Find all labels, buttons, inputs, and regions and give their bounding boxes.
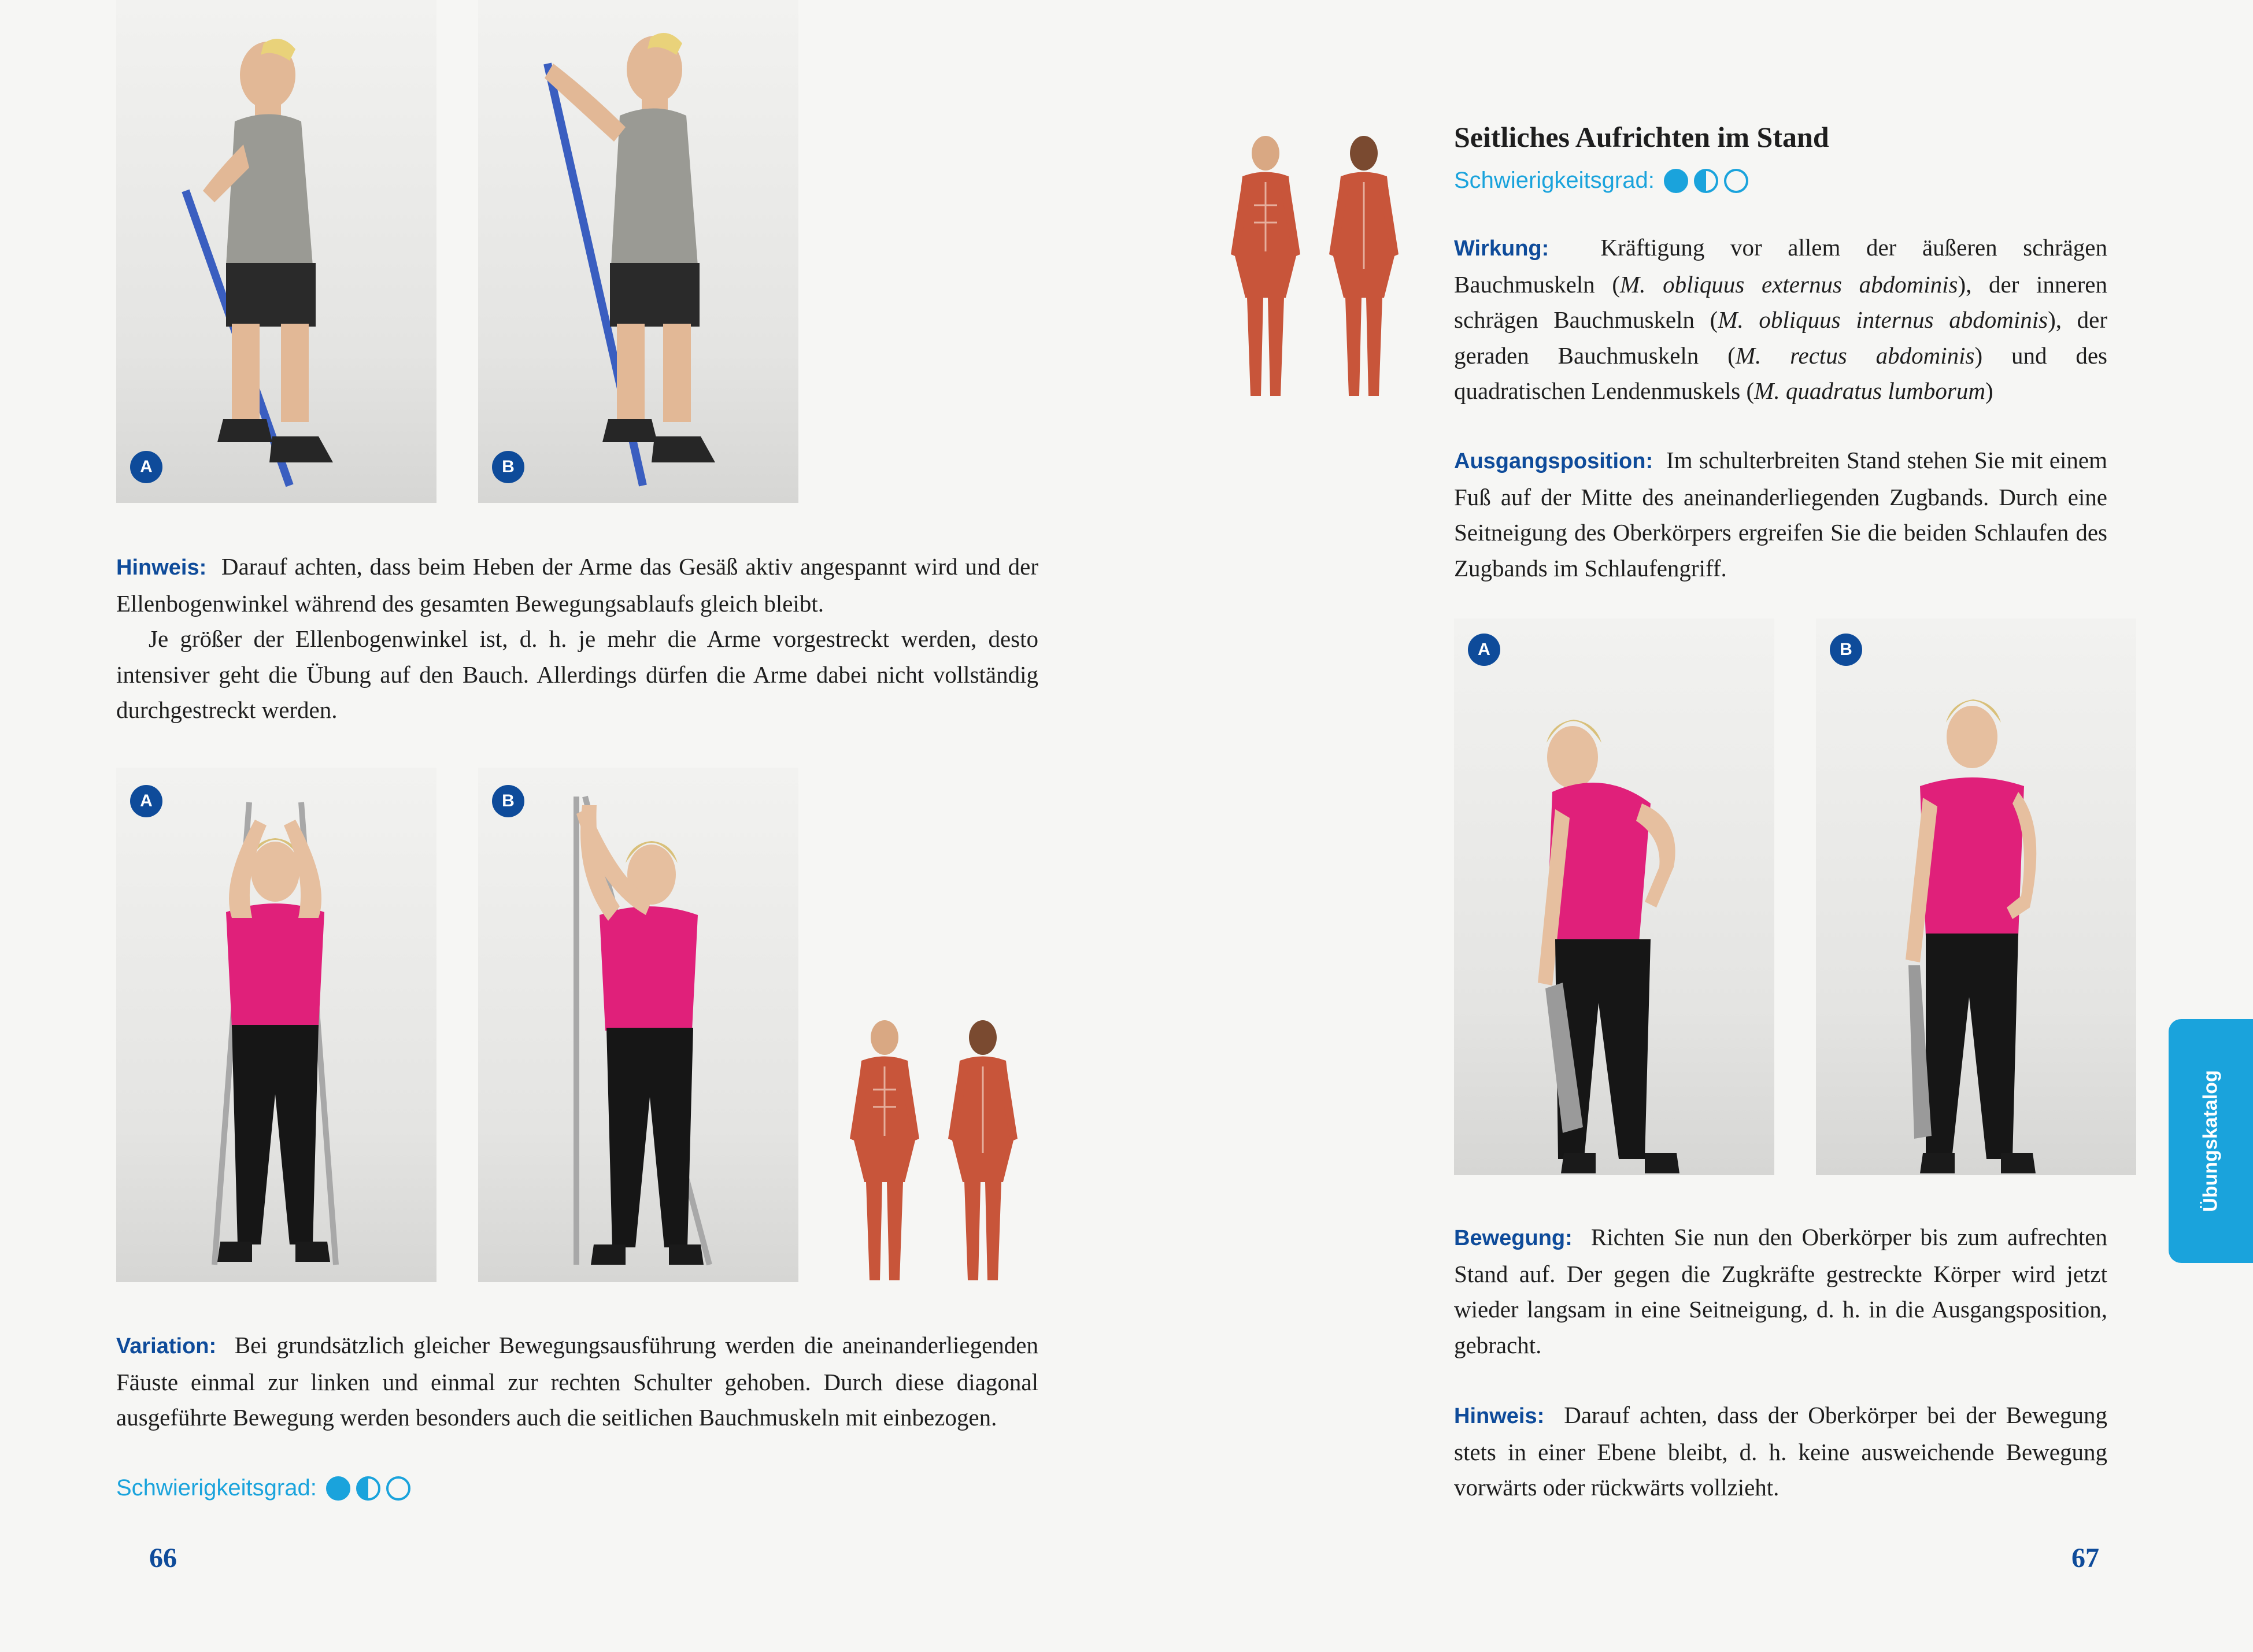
badge-a: A (130, 785, 162, 817)
difficulty-full-circle-icon (326, 1476, 350, 1501)
section-side-tab[interactable] (2169, 1019, 2253, 1263)
muscle-anatomy-illustration (827, 1014, 1046, 1286)
badge-a: A (1468, 634, 1500, 666)
hinweis-text: Darauf achten, dass der Oberkörper bei der Bewegung stets in einer Ebene bleibt, d. h. keine ausweichende Bewegung vorwärts oder rückwärts vollzieht. (1454, 1402, 2107, 1501)
variation-block (116, 1328, 1038, 1436)
difficulty-half-circle-icon (356, 1476, 380, 1501)
badge-a: A (130, 451, 162, 483)
variation-text: Bei grundsätzlich gleicher Bewegungsausführung werden die aneinanderliegenden Fäuste einmal zur linken und einmal zur rechten Schulter gehoben. Durch diese diagonal ausgeführte Bewegung werden besonders auch die seitlichen Bauchmuskeln mit einbezogen. (116, 1332, 1038, 1431)
ausgangsposition-label: Ausgangsposition: (1454, 449, 1653, 473)
photo-man-position-a (116, 0, 436, 503)
anatomy-figures-left (827, 1014, 1046, 1286)
difficulty-half-circle-icon (1694, 169, 1718, 193)
page-number-right: 67 (2071, 1543, 2099, 1573)
badge-b: B (492, 451, 524, 483)
difficulty-label: Schwierigkeitsgrad: (1454, 168, 1655, 193)
hinweis-text-1: Darauf achten, dass beim Heben der Arme das Gesäß aktiv angespannt wird und der Ellenbogenwinkel während des gesamten Bewegungsablaufs gleich bleibt. (116, 553, 1038, 617)
photo-woman-position-a (116, 768, 436, 1282)
woman-upright-figure (1816, 618, 2136, 1175)
muscle-anatomy-illustration (1208, 130, 1427, 402)
hinweis-text-2: Je größer der Ellenbogenwinkel ist, d. h. je mehr die Arme vorgestreckt werden, desto intensiver geht die Übung auf den Bauch. Allerdings dürfen die Arme dabei nicht vollständig durchgestreckt werden. (116, 625, 1038, 723)
muscle-name: M. rectus abdominis (1735, 342, 1975, 369)
hinweis-label: Hinweis: (1454, 1404, 1545, 1428)
man-figure-a (116, 0, 436, 503)
woman-figure-a (116, 768, 436, 1282)
badge-b: B (492, 785, 524, 817)
wirkung-text: ), der geraden Bauchmuskeln ( (1454, 306, 2107, 369)
difficulty-empty-circle-icon (386, 1476, 410, 1501)
wirkung-text: Kräftigung vor allem der äußeren schrägen Bauchmuskeln ( (1454, 234, 2107, 298)
ausgangsposition-block (1454, 443, 2107, 586)
bewegung-text: Richten Sie nun den Oberkörper bis zum aufrechten Stand auf. Der gegen die Zugkräfte gestreckte Körper wird jetzt wieder langsam in eine Seitneigung, d. h. in die Ausgangsposition, gebracht. (1454, 1224, 2107, 1358)
man-figure-b (478, 0, 798, 503)
photo-side-bend-position-b (1816, 618, 2136, 1175)
wirkung-text: ), der inneren schrägen Bauchmuskeln ( (1454, 271, 2107, 333)
ausgangsposition-text: Im schulterbreiten Stand stehen Sie mit einem Fuß auf der Mitte des aneinanderliegenden Zugbands. Durch eine Seitneigung des Oberkörpers ergreifen Sie die beiden Schlaufen des Zugbands im Schlaufengriff. (1454, 447, 2107, 581)
woman-side-bend-figure (1454, 618, 1774, 1175)
woman-figure-b (478, 768, 798, 1282)
anatomy-figures-right (1208, 130, 1427, 402)
difficulty-label: Schwierigkeitsgrad: (116, 1475, 317, 1501)
side-tab-label: Übungskatalog (2199, 1070, 2222, 1212)
muscle-name: M. obliquus externus abdominis (1620, 271, 1958, 298)
photo-woman-position-b (478, 768, 798, 1282)
left-page (0, 0, 1126, 1652)
wirkung-label: Wirkung: (1454, 236, 1549, 261)
muscle-name: M. obliquus internus abdominis (1718, 306, 2048, 333)
badge-b: B (1830, 634, 1862, 666)
page-number-left: 66 (149, 1543, 177, 1573)
variation-label: Variation: (116, 1334, 217, 1358)
hinweis-label: Hinweis: (116, 555, 207, 580)
exercise-title: Seitliches Aufrichten im Stand (1454, 121, 1829, 153)
hinweis-block-left (116, 549, 1038, 728)
difficulty-full-circle-icon (1664, 169, 1688, 193)
bewegung-block (1454, 1220, 2107, 1363)
wirkung-text: ) (1985, 377, 1993, 404)
hinweis-block-right (1454, 1398, 2107, 1506)
photo-man-position-b (478, 0, 798, 503)
photo-side-bend-position-a (1454, 618, 1774, 1175)
muscle-name: M. quadratus lumborum (1754, 377, 1985, 404)
bewegung-label: Bewegung: (1454, 1226, 1573, 1250)
difficulty-rating-right (1454, 168, 1748, 194)
difficulty-empty-circle-icon (1724, 169, 1748, 193)
wirkung-block (1454, 230, 2107, 409)
difficulty-rating-left (116, 1475, 410, 1501)
right-page (1127, 0, 2253, 1652)
wirkung-text: ) und des quadratischen Lendenmuskels ( (1454, 342, 2107, 404)
